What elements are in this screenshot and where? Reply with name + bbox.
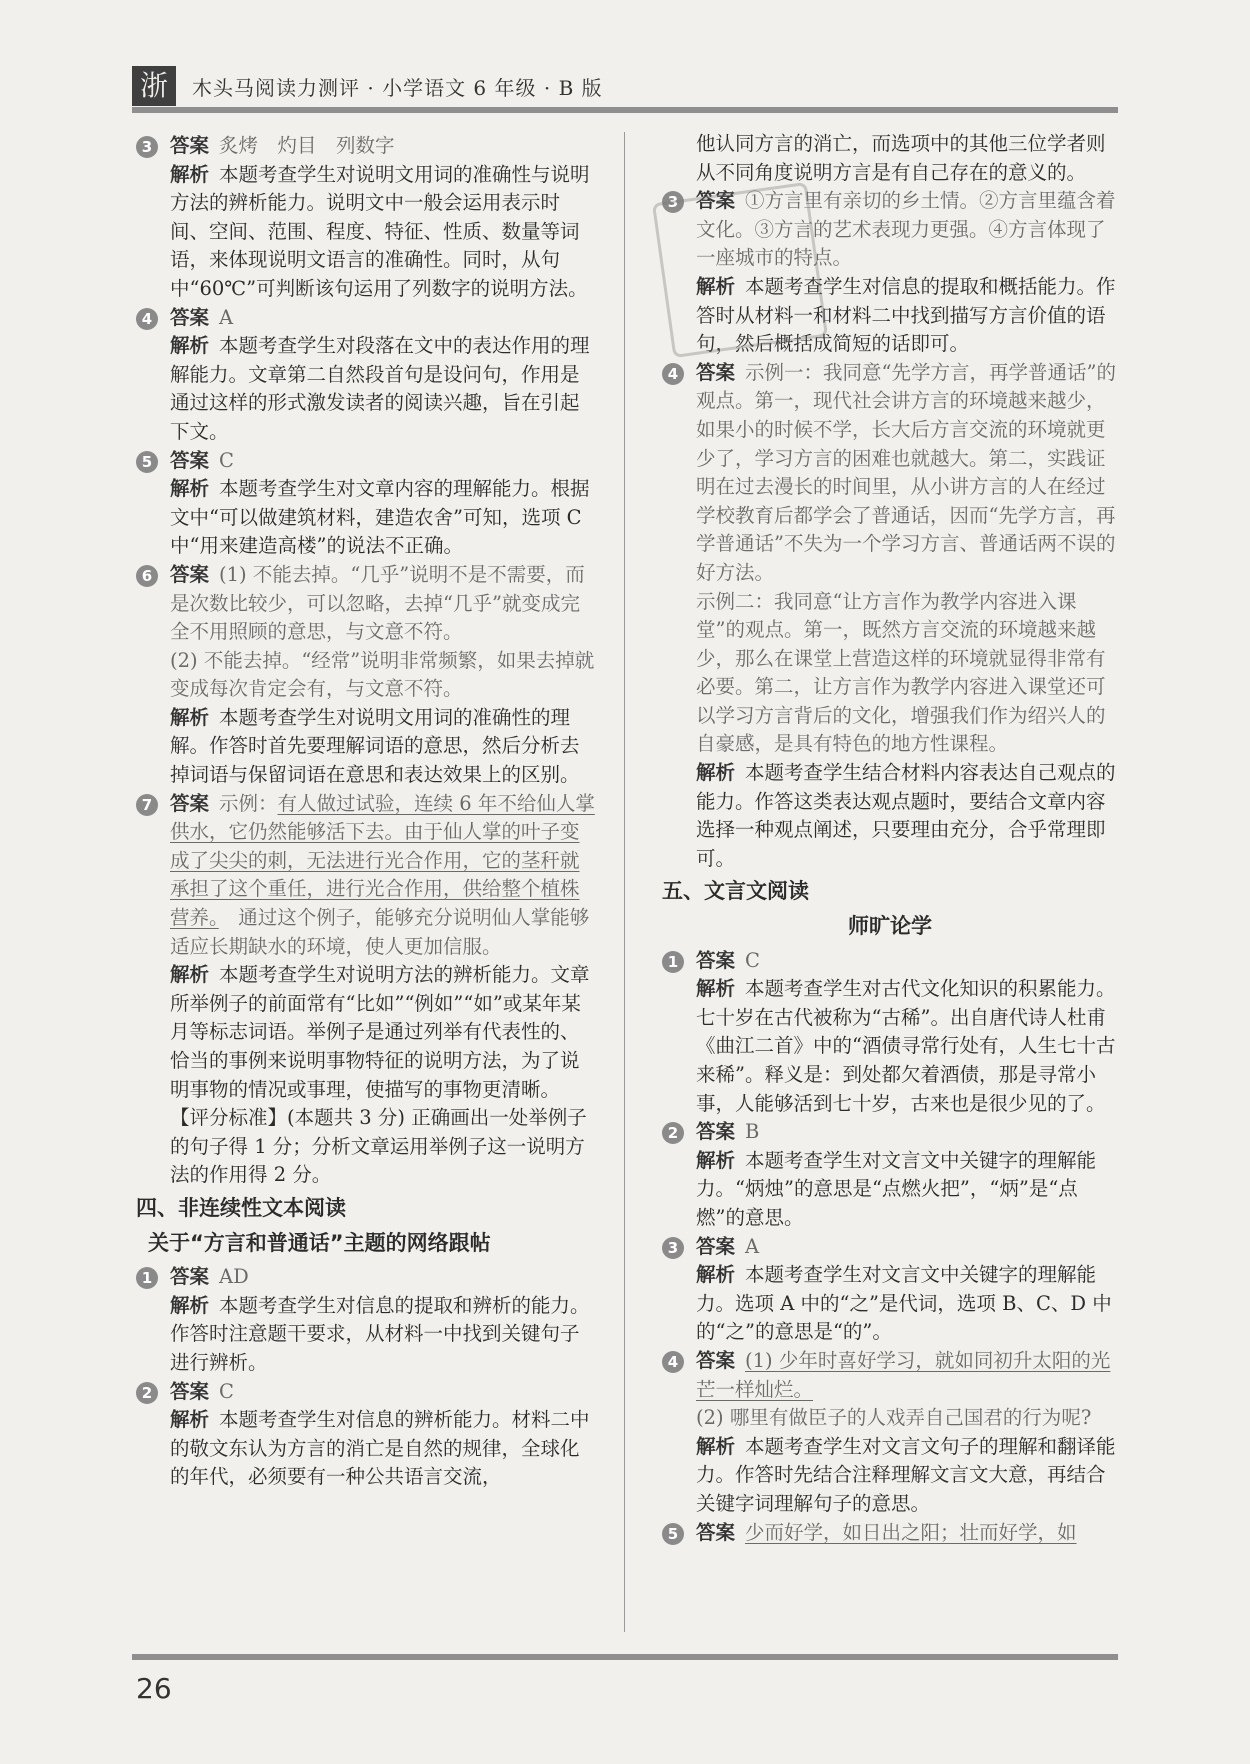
answer-text-2: 示例二：我同意“让方言作为教学内容进入课堂”的观点。第一，既然方言交流的环境越来越少，那么在课堂上营造这样的环境就显得非常有必要。第二，让方言作为教学内容进入课堂还可以学习方言背后的文化，增强我们作为绍兴人的自豪感，是具有特色的地方性课程。 <box>696 589 1106 756</box>
s4-question-1 <box>136 1263 596 1377</box>
question-number: 1 <box>662 951 684 973</box>
answer-label: 答案 <box>170 134 210 157</box>
section-5-title: 五、文言文阅读 <box>662 879 809 904</box>
answer-label: 答案 <box>696 1348 736 1372</box>
answer-label: 答案 <box>696 1520 736 1544</box>
s4-question-2-continued <box>662 130 1118 187</box>
answer-text: A <box>219 305 234 329</box>
answer-text: 示例一：我同意“先学方言，再学普通话”的观点。第一，现代社会讲方言的环境越来越少，如果小的时候不学，长大后方言交流的环境就更少了，学习方言的困难也就越大。第二，实践证明在过去漫长的时间里，从小讲方言的人在经过学校教育后都学会了普通话，因而“先学方言，再学普通话”不失为一个学习方言、普通话两不误的好方法。 <box>696 360 1116 584</box>
s4-question-2 <box>136 1378 596 1492</box>
section-5-subtitle: 师旷论学 <box>848 914 932 939</box>
analysis-label: 解析 <box>170 334 210 358</box>
answer-text: AD <box>219 1265 249 1289</box>
answer-text: ①方言里有亲切的乡土情。②方言里蕴含着文化。③方言的艺术表现力更强。④方言体现了一座城市的特点。 <box>696 189 1116 270</box>
analysis-text: 本题考查学生对信息的提取和辨析的能力。作答时注意题干要求，从材料一中找到关键句子进行辨析。 <box>170 1293 590 1374</box>
question-number: 6 <box>136 565 158 587</box>
question-7 <box>136 790 596 1190</box>
answer-text: C <box>219 1379 234 1403</box>
analysis-text: 本题考查学生对古代文化知识的积累能力。七十岁在古代被称为“古稀”。出自唐代诗人杜甫《曲江二首》中的“酒债寻常行处有，人生七十古来稀”。释义是：到处都欠着酒债，那是寻常小事，人能够活到七十岁，古来也是很少见的了。 <box>696 977 1116 1115</box>
analysis-label: 解析 <box>696 274 736 298</box>
analysis-text: 本题考查学生结合材料内容表达自己观点的能力。作答这类表达观点题时，要结合文章内容选择一种观点阐述，只要理由充分，合乎常理即可。 <box>696 761 1116 870</box>
answer-text: C <box>219 448 234 472</box>
question-5 <box>136 447 596 561</box>
question-number: 2 <box>662 1122 684 1144</box>
question-number: 7 <box>136 794 158 816</box>
analysis-label: 解析 <box>696 1434 736 1458</box>
answer-label: 答案 <box>696 360 736 384</box>
analysis-label: 解析 <box>696 1263 736 1287</box>
analysis-text: 本题考查学生对文言文句子的理解和翻译能力。作答时先结合注释理解文言文大意，再结合关键字词理解句子的意思。 <box>696 1434 1116 1515</box>
analysis-text-continued: 他认同方言的消亡，而选项中的其他三位学者则从不同角度说明方言是有自己存在的意义的。 <box>696 132 1106 184</box>
s5-question-4 <box>662 1347 1118 1519</box>
right-column <box>662 130 1118 1547</box>
analysis-label: 解析 <box>170 162 210 186</box>
s5-question-1 <box>662 947 1118 1119</box>
answer-text-2: (2) 哪里有做臣子的人戏弄自己国君的行为呢? <box>696 1406 1092 1430</box>
answer-label: 答案 <box>170 1379 210 1403</box>
s4-question-4 <box>662 359 1118 874</box>
analysis-text: 本题考查学生对信息的辨析能力。材料二中的敬文东认为方言的消亡是自然的规律，全球化的年代，必须要有一种公共语言交流， <box>170 1408 590 1489</box>
question-3 <box>136 132 596 304</box>
analysis-text: 本题考查学生对段落在文中的表达作用的理解能力。文章第二自然段首句是设问句，作用是通过这样的形式激发读者的阅读兴趣，旨在引起下文。 <box>170 334 590 443</box>
answer-label: 答案 <box>696 948 736 972</box>
answer-text: 通过这个例子，能够充分说明仙人掌能够适应长期缺水的环境，使人更加信服。 <box>170 906 590 958</box>
question-number: 5 <box>136 451 158 473</box>
question-number: 3 <box>662 191 684 213</box>
analysis-text: 本题考查学生对文言文中关键字的理解能力。“炳烛”的意思是“点燃火把”，“炳”是“点燃”的意思。 <box>696 1148 1097 1229</box>
answer-text: B <box>745 1120 760 1144</box>
analysis-label: 解析 <box>170 705 210 729</box>
s5-question-5 <box>662 1519 1118 1548</box>
scoring-standard: 【评分标准】(本题共 3 分) 正确画出一处举例子的句子得 1 分；分析文章运用举例子这一说明方法的作用得 2 分。 <box>170 1106 587 1187</box>
question-4 <box>136 304 596 447</box>
answer-text: C <box>745 948 760 972</box>
answer-text: (1) 少年时喜好学习，就如同初升太阳的光芒一样灿烂。 <box>696 1348 1111 1401</box>
question-number: 1 <box>136 1267 158 1289</box>
analysis-text: 本题考查学生对文言文中关键字的理解能力。选项 A 中的“之”是代词，选项 B、C、D 中的“之”的意思是“的”。 <box>696 1263 1112 1344</box>
header-title: 木头马阅读力测评 · 小学语文 6 年级 · B 版 <box>192 76 603 100</box>
analysis-label: 解析 <box>170 1293 210 1317</box>
header-rule <box>132 107 1118 113</box>
logo-badge: 浙 <box>132 66 176 106</box>
answer-label: 答案 <box>696 189 736 213</box>
question-number: 3 <box>136 136 158 158</box>
answer-label: 答案 <box>170 448 210 472</box>
analysis-label: 解析 <box>170 963 210 987</box>
s5-question-3 <box>662 1233 1118 1347</box>
answer-label: 答案 <box>696 1120 736 1144</box>
answer-label: 答案 <box>170 1265 210 1289</box>
question-number: 2 <box>136 1382 158 1404</box>
section-4-title: 四、非连续性文本阅读 <box>136 1195 346 1220</box>
answer-text: 炙烤 灼目 列数字 <box>219 134 395 157</box>
page-header <box>132 66 1118 110</box>
column-divider <box>624 132 625 1632</box>
question-number: 4 <box>136 308 158 330</box>
analysis-label: 解析 <box>696 1148 736 1172</box>
answer-prefix: 示例： <box>219 791 278 815</box>
analysis-label: 解析 <box>696 761 736 785</box>
answer-label: 答案 <box>170 562 210 586</box>
question-6 <box>136 561 596 790</box>
analysis-text: 本题考查学生对说明文用词的准确性的理解。作答时首先要理解词语的意思，然后分析去掉词语与保留词语在意思和表达效果上的区别。 <box>170 705 580 787</box>
analysis-text: 本题考查学生对说明文用词的准确性与说明方法的辨析能力。说明文中一般会运用表示时间、空间、范围、程度、特征、性质、数量等词语，来体现说明文语言的准确性。同时，从句中“60℃”可判断该句运用了列数字的说明方法。 <box>170 162 590 300</box>
question-number: 3 <box>662 1237 684 1259</box>
answer-text: (1) 不能去掉。“几乎”说明不是不需要，而是次数比较少，可以忽略，去掉“几乎”就变成完全不用照顾的意思，与文意不符。 <box>170 562 585 644</box>
answer-underlined: 有人做过试验，连续 6 年不给仙人掌供水，它仍然能够活下去。由于仙人掌的叶子变成了尖尖的刺，无法进行光合作用，它的茎秆就承担了这个重任，进行光合作用，供给整个植株营养。 <box>170 791 595 930</box>
analysis-text: 本题考查学生对信息的提取和概括能力。作答时从材料一和材料二中找到描写方言价值的语句，然后概括成简短的话即可。 <box>696 274 1116 356</box>
footer-rule <box>132 1654 1118 1660</box>
section-4-subtitle: 关于“方言和普通话”主题的网络跟帖 <box>148 1230 491 1255</box>
answer-text: A <box>745 1234 760 1258</box>
answer-label: 答案 <box>170 305 210 329</box>
question-number: 4 <box>662 363 684 385</box>
answer-label: 答案 <box>696 1234 736 1258</box>
analysis-text: 本题考查学生对说明方法的辨析能力。文章所举例子的前面常有“比如”“例如”“如”或某年某月等标志词语。举例子是通过列举有代表性的、恰当的事例来说明事物特征的说明方法，为了说明事物的情况或事理，使描写的事物更清晰。 <box>170 963 590 1101</box>
answer-label: 答案 <box>170 791 210 815</box>
answer-text-2: (2) 不能去掉。“经常”说明非常频繁，如果去掉就变成每次肯定会有，与文意不符。 <box>170 648 595 701</box>
analysis-label: 解析 <box>170 1408 210 1432</box>
answer-text: 少而好学，如日出之阳；壮而好学，如 <box>745 1520 1077 1544</box>
analysis-label: 解析 <box>696 977 736 1001</box>
s5-question-2 <box>662 1118 1118 1232</box>
page-number: 26 <box>136 1672 172 1705</box>
analysis-text: 本题考查学生对文章内容的理解能力。根据文中“可以做建筑材料，建造农舍”可知，选项 C 中“用来建造高楼”的说法不正确。 <box>170 477 590 558</box>
analysis-label: 解析 <box>170 477 210 501</box>
question-number: 5 <box>662 1523 684 1545</box>
left-column <box>136 132 596 1492</box>
s4-question-3 <box>662 187 1118 359</box>
question-number: 4 <box>662 1351 684 1373</box>
